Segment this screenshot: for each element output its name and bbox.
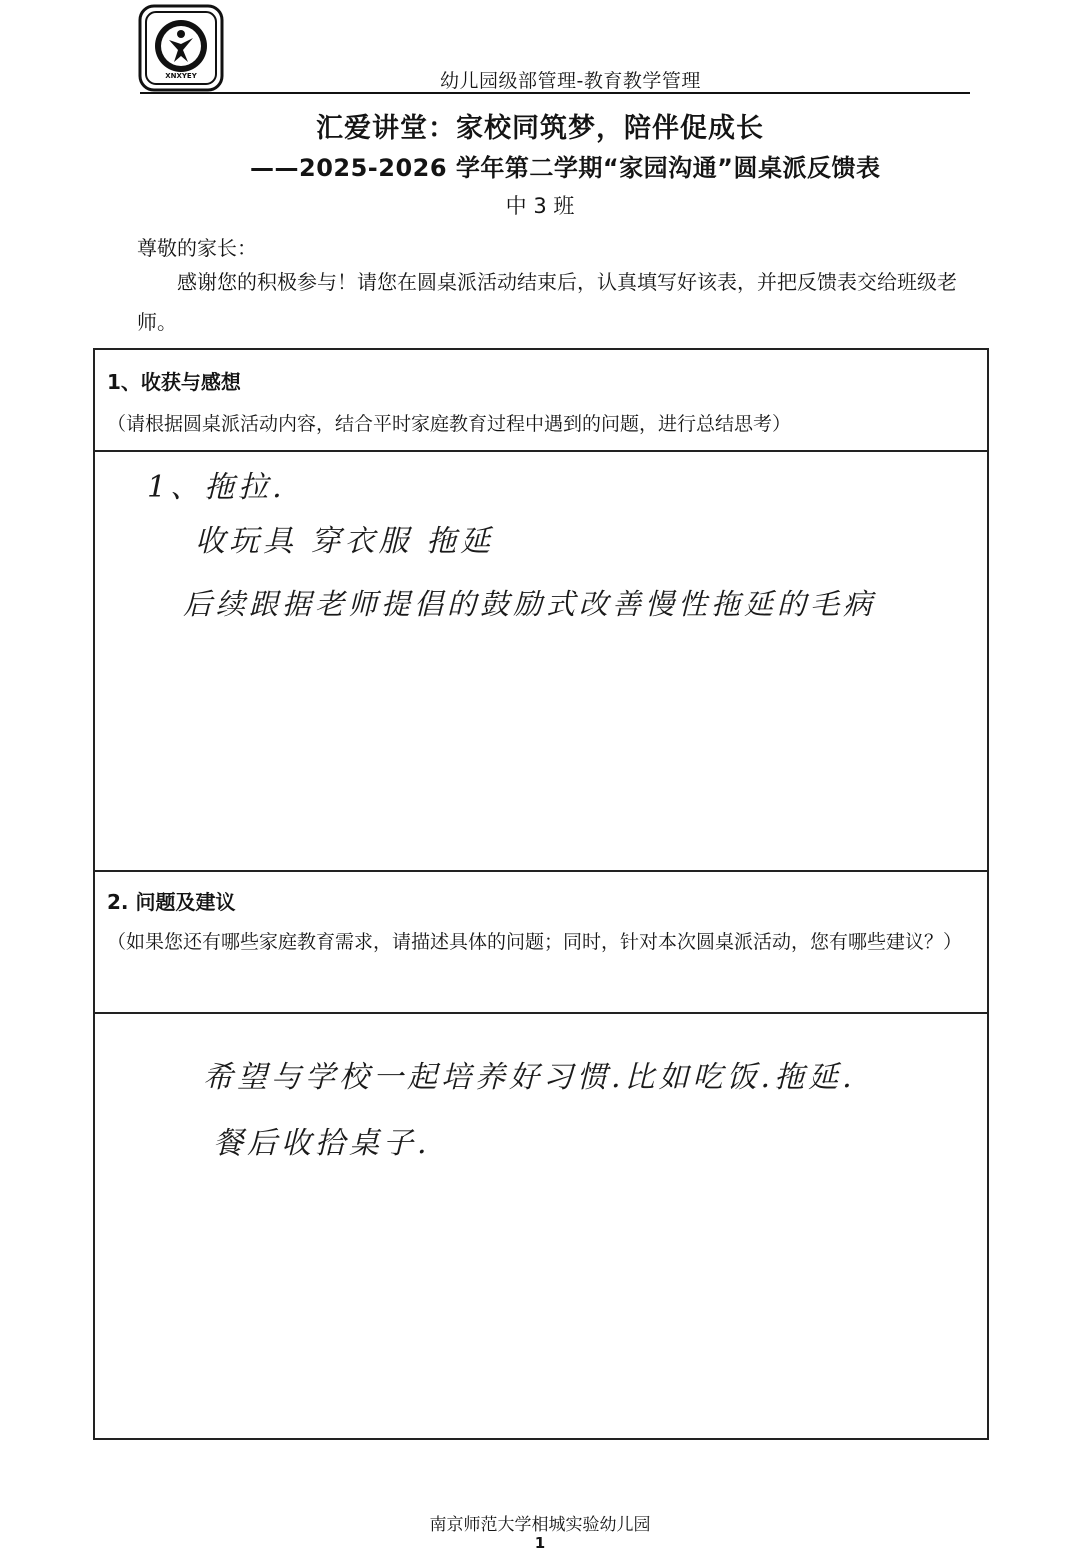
section-1-handwriting-line: 收玩具 穿衣服 拖延 <box>195 524 495 559</box>
logo-text: XNXYEY <box>165 72 197 80</box>
intro-paragraph: 感谢您的积极参与！请您在圆桌派活动结束后，认真填写好该表，并把反馈表交给班级老师。 <box>137 270 957 334</box>
section-1-header-divider <box>95 450 987 452</box>
page-subtitle: ——2025-2026 学年第二学期“家园沟通”圆桌派反馈表 <box>250 154 881 182</box>
section-1-handwriting-line: 1、拖拉. <box>147 470 286 505</box>
greeting: 尊敬的家长： <box>137 236 257 260</box>
footer-school-name: 南京师范大学相城实验幼儿园 <box>429 1515 651 1535</box>
section-divider <box>95 870 987 872</box>
section-2-title: 2. 问题及建议 <box>107 890 236 914</box>
department-label: 幼儿园级部管理-教育教学管理 <box>440 70 701 92</box>
section-2-header-divider <box>95 1012 987 1014</box>
page-number: 1 <box>534 1534 546 1552</box>
feedback-form <box>93 348 989 1440</box>
section-2-handwriting-line: 希望与学校一起培养好习惯.比如吃饭.拖延. <box>203 1060 856 1095</box>
section-1-handwriting-line: 后续跟据老师提倡的鼓励式改善慢性拖延的毛病 <box>183 587 877 621</box>
page-title: 汇爱讲堂：家校同筑梦，陪伴促成长 <box>316 113 764 144</box>
section-2-hint: （如果您还有哪些家庭教育需求，请描述具体的问题；同时，针对本次圆桌派活动，您有哪些建议？） <box>107 931 963 953</box>
class-name: 中 3 班 <box>505 194 575 218</box>
header-divider <box>140 92 970 94</box>
kindergarten-emblem-icon <box>138 4 224 92</box>
section-1-title: 1、收获与感想 <box>107 370 241 394</box>
section-1-hint: （请根据圆桌派活动内容，结合平时家庭教育过程中遇到的问题，进行总结思考） <box>107 413 792 435</box>
section-2-handwriting-line: 餐后收拾桌子. <box>213 1126 431 1161</box>
